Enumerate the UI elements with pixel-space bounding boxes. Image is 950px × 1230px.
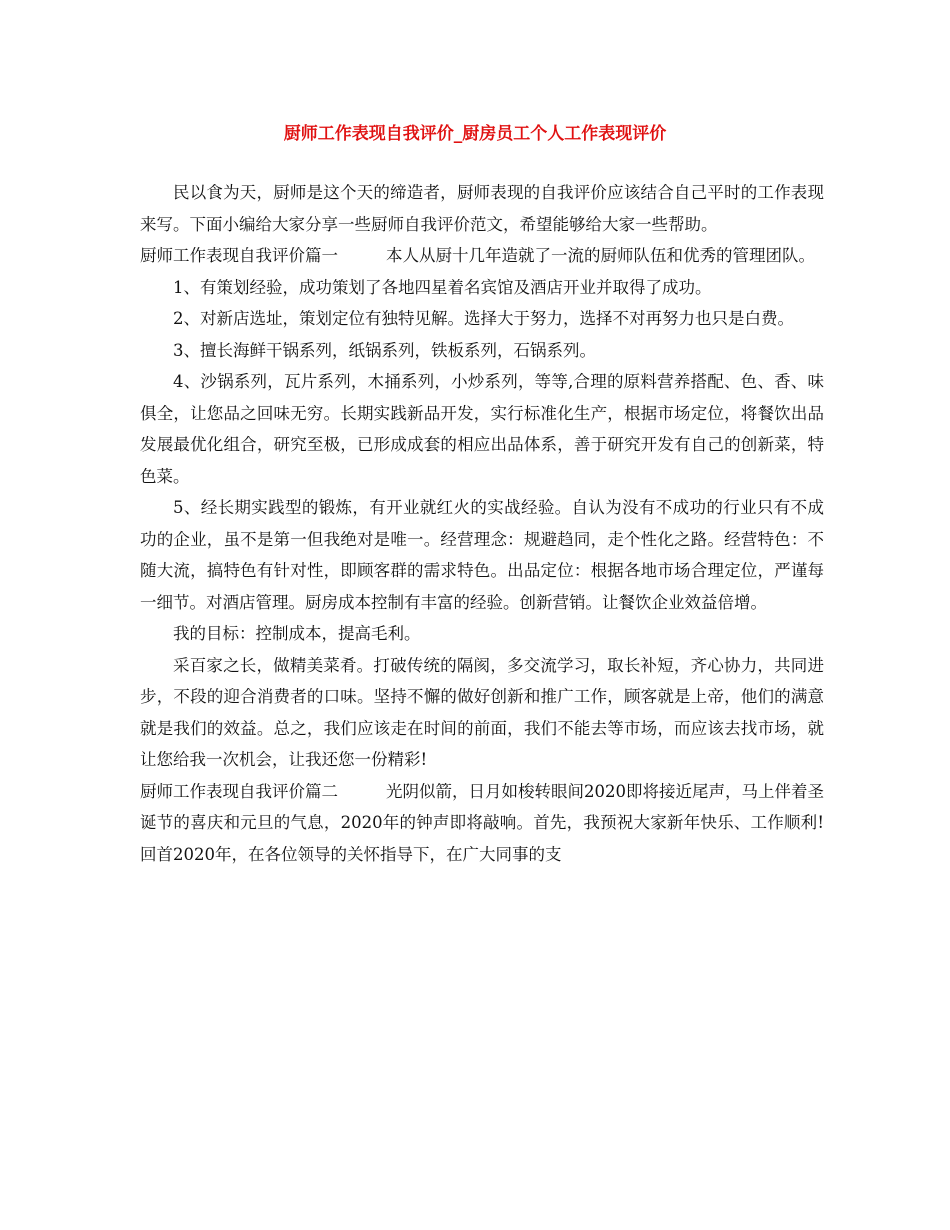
closing-paragraph: 采百家之长，做精美菜肴。打破传统的隔阂，多交流学习，取长补短，齐心协力，共同进步，不段的迎合消费者的口味。坚持不懈的做好创新和推广工作，顾客就是上帝，他们的满意就是我们的效益。总之，我们应该走在时间的前面，我们不能去等市场，而应该去找市场，就让您给我一次机会，让我还您一份精彩! bbox=[140, 655, 824, 769]
list-item-5: 5、经长期实践型的锻炼，有开业就红火的实战经验。自认为没有不成功的行业只有不成功的企业，虽不是第一但我绝对是唯一。经营理念：规避趋同，走个性化之路。经营特色：不随大流，搞特色有针对性，即顾客群的需求特色。出品定位：根据各地市场合理定位，严谨每一细节。对酒店管理。厨房成本控制有丰富的经验。创新营销。让餐饮企业效益倍增。 bbox=[140, 498, 824, 612]
list-item-3: 3、擅长海鲜干锅系列，纸锅系列，铁板系列，石锅系列。 bbox=[173, 340, 596, 360]
section-one-paragraph bbox=[140, 240, 824, 272]
section-one-text: 本人从厨十几年造就了一流的厨师队伍和优秀的管理团队。 bbox=[386, 246, 815, 265]
list-item-4: 4、沙锅系列，瓦片系列，木捅系列，小炒系列，等等,合理的原料营养搭配、色、香、味俱全，让您品之回味无穷。长期实践新品开发，实行标准化生产，根据市场定位，将餐饮出品发展最优化组合，研究至极，已形成成套的相应出品体系，善于研究开发有自己的创新菜，特色菜。 bbox=[140, 372, 824, 486]
list-item-2: 2、对新店选址，策划定位有独特见解。选择大于努力，选择不对再努力也只是白费。 bbox=[173, 309, 794, 328]
section-one-heading: 厨师工作表现自我评价篇一 bbox=[140, 246, 338, 265]
section-two-paragraph bbox=[140, 776, 824, 871]
document-body bbox=[140, 177, 824, 870]
intro-paragraph: 民以食为天，厨师是这个天的缔造者，厨师表现的自我评价应该结合自己平时的工作表现来写。下面小编给大家分享一些厨师自我评价范文，希望能够给大家一些帮助。 bbox=[140, 183, 824, 234]
section-two-text: 光阴似箭，日月如梭转眼间2020即将接近尾声，马上伴着圣诞节的喜庆和元旦的气息，2020年的钟声即将敲响。首先，我预祝大家新年快乐、工作顺利!回首2020年，在各位领导的关怀指导下，在广大同事的支 bbox=[140, 781, 824, 864]
document-title: 厨师工作表现自我评价_厨房员工个人工作表现评价 bbox=[283, 124, 667, 144]
list-item-1: 1、有策划经验，成功策划了各地四星着名宾馆及酒店开业并取得了成功。 bbox=[173, 277, 712, 297]
goal-paragraph: 我的目标：控制成本，提高毛利。 bbox=[173, 624, 421, 643]
section-two-heading: 厨师工作表现自我评价篇二 bbox=[140, 781, 338, 801]
